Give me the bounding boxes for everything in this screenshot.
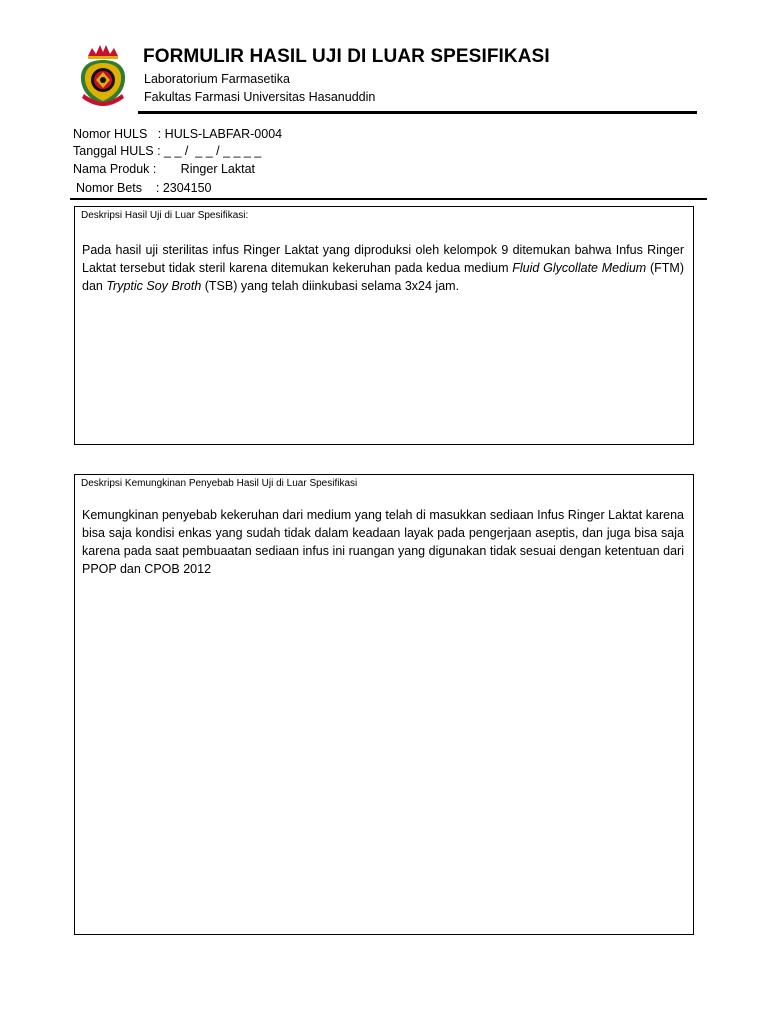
form-title: FORMULIR HASIL UJI DI LUAR SPESIFIKASI (143, 46, 550, 67)
cause-label: Deskripsi Kemungkinan Penyebab Hasil Uji di Luar Spesifikasi (81, 478, 358, 489)
description-box (74, 206, 694, 445)
tryptic-soy-broth: Tryptic Soy Broth (106, 279, 202, 293)
description-text-part: (FTM) dan (82, 261, 684, 293)
description-text (82, 241, 684, 295)
nama-produk: Nama Produk : Ringer Laktat (73, 162, 256, 176)
info-divider (70, 198, 707, 200)
lab-name: Laboratorium Farmasetika (144, 72, 290, 86)
nomor-huls: Nomor HULS : HULS-LABFAR-0004 (73, 127, 283, 141)
description-text-part: (TSB) yang telah diinkubasi selama 3x24 jam. (201, 279, 460, 293)
nomor-bets: Nomor Bets : 2304150 (76, 181, 212, 195)
university-emblem-icon (78, 42, 128, 108)
cause-box (74, 474, 694, 935)
description-text-part: Pada hasil uji sterilitas infus Ringer Laktat yang diproduksi oleh kelompok 9 ditemukan bahwa Infus Ringer Laktat tersebut tidak steril karena ditemukan kekeruhan pada kedua medium (82, 243, 684, 275)
tanggal-huls: Tanggal HULS : _ _ / _ _ / _ _ _ _ (73, 144, 262, 158)
faculty-name: Fakultas Farmasi Universitas Hasanuddin (144, 90, 376, 104)
cause-text: Kemungkinan penyebab kekeruhan dari medium yang telah di masukkan sediaan Infus Ringer Laktat karena bisa saja kondisi enkas yang sudah tidak dalam keadaan layak pada pengerjaan aseptis, dan juga bisa saja karena pada saat pembuaatan sediaan infus ini ruangan yang digunakan tidak sesuai dengan ketentuan dari PPOP dan CPOB 2012 (82, 508, 684, 576)
header-divider (138, 111, 697, 114)
description-label: Deskripsi Hasil Uji di Luar Spesifikasi: (81, 210, 249, 221)
fluid-glycollate-medium: Fluid Glycollate Medium (512, 261, 647, 275)
